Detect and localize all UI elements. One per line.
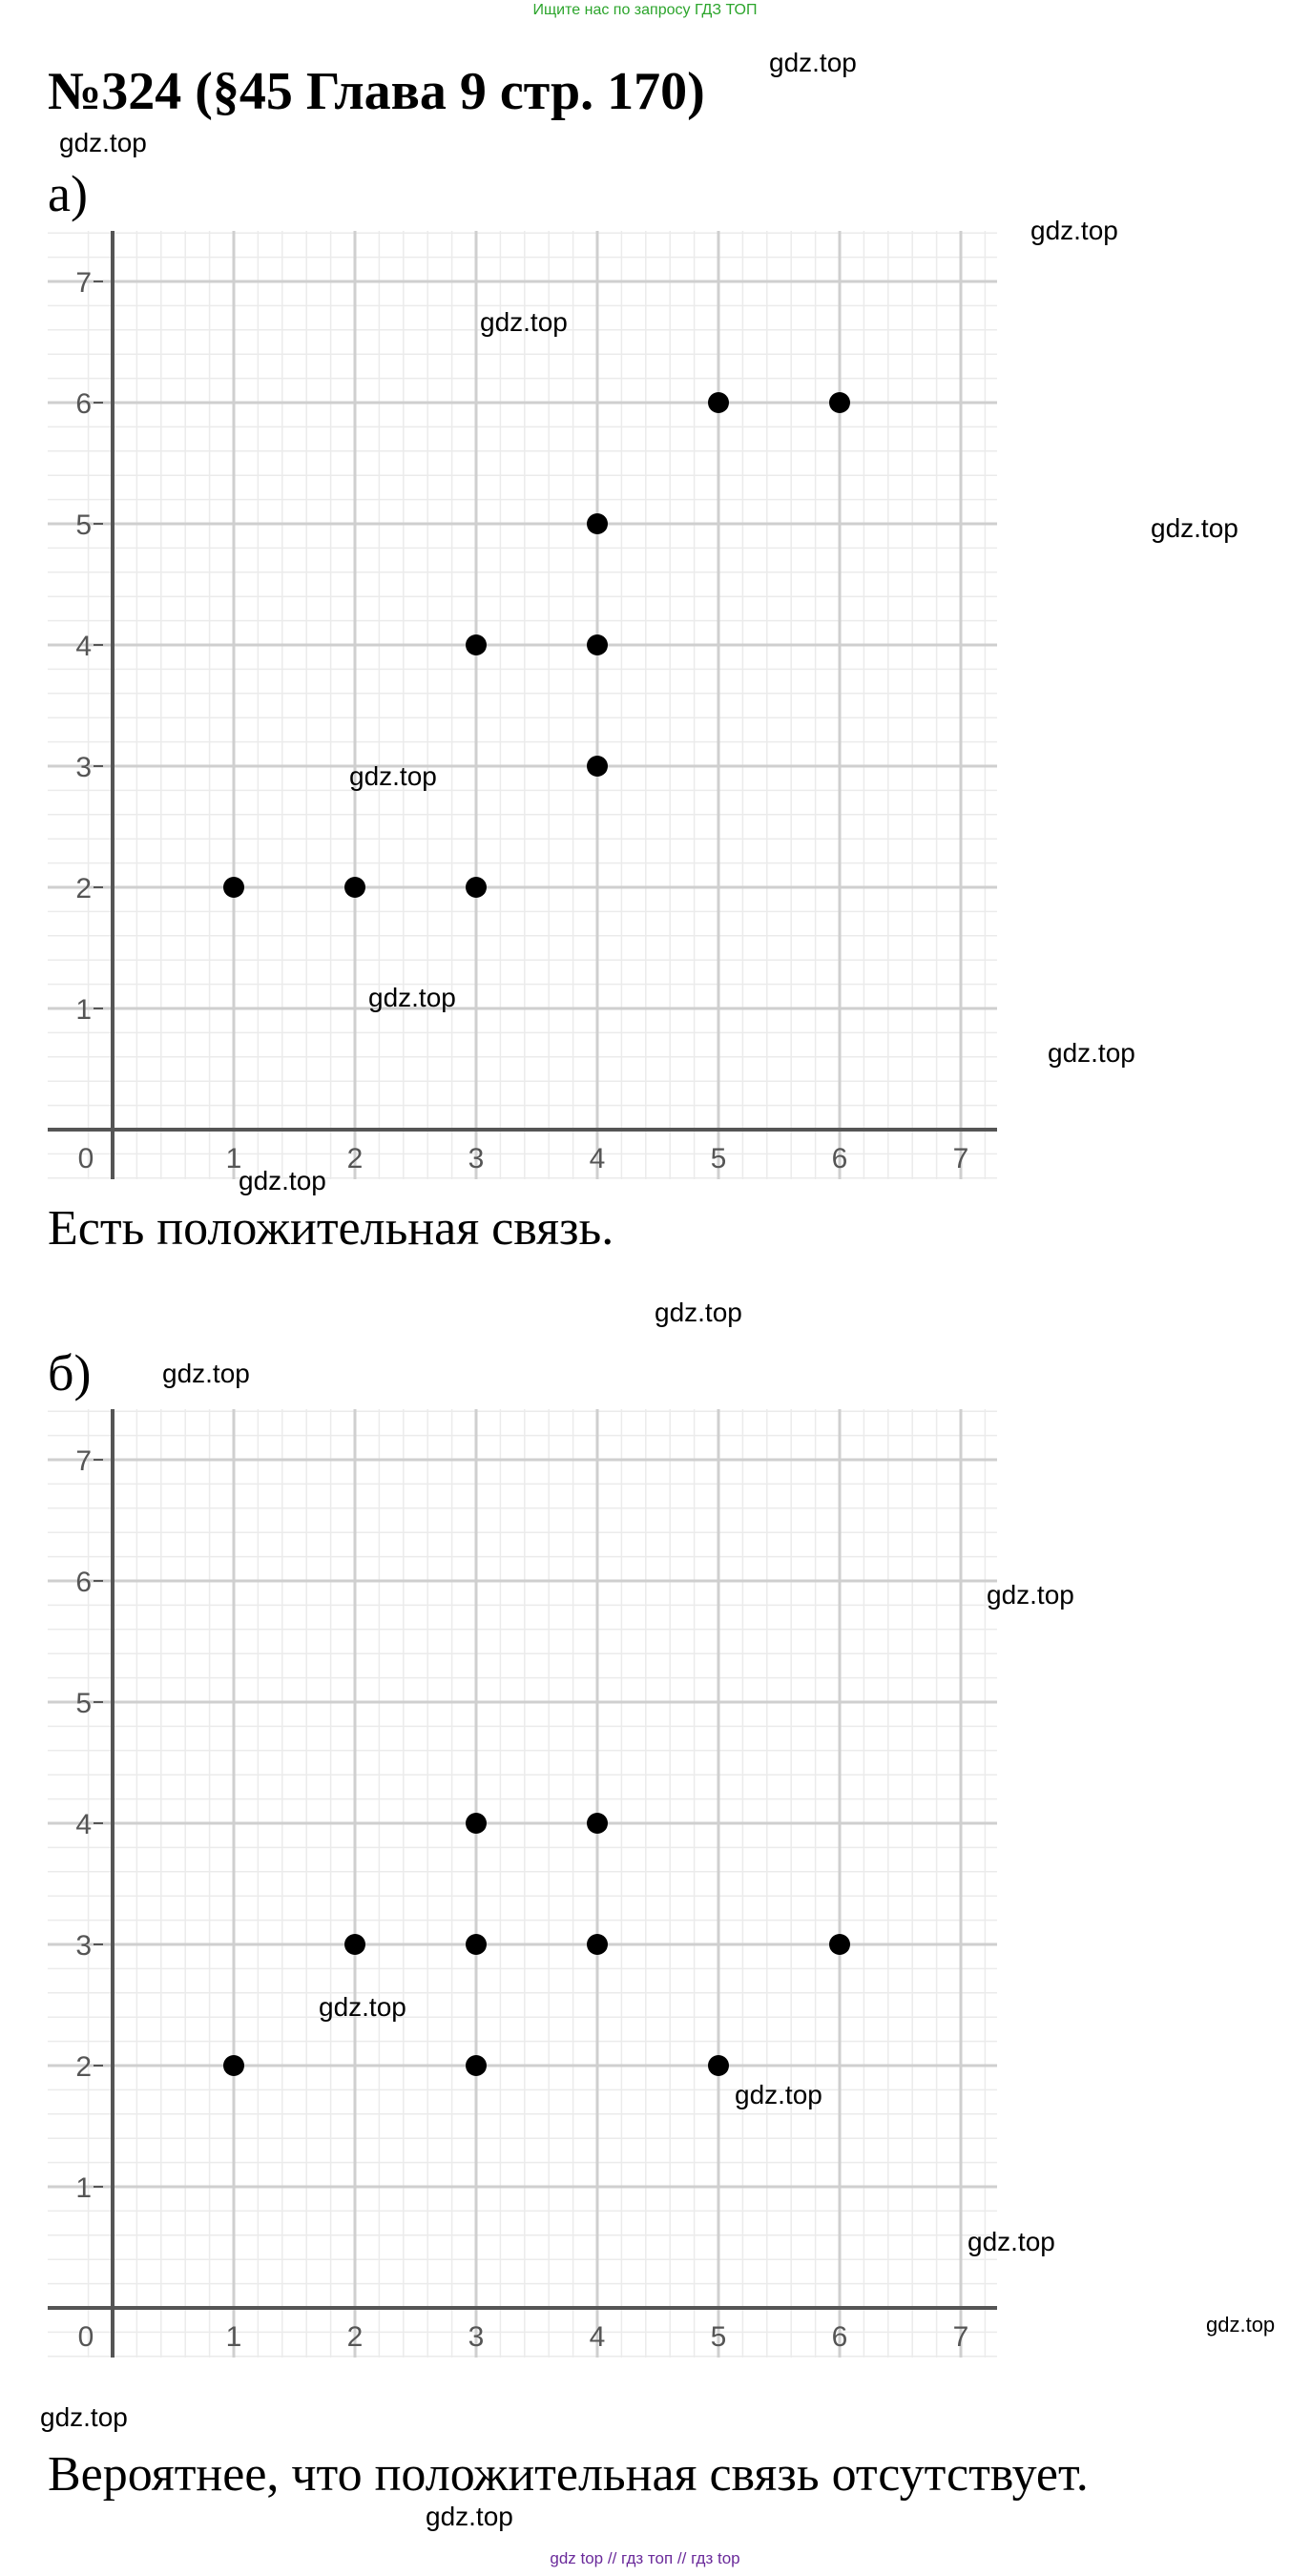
answer-a: Есть положительная связь. bbox=[48, 1201, 614, 1256]
part-b-label: б) bbox=[48, 1344, 92, 1402]
data-point bbox=[587, 1813, 608, 1834]
y-tick-label: 5 bbox=[75, 1688, 92, 1719]
watermark: gdz.top bbox=[480, 307, 568, 337]
x-tick-label: 2 bbox=[346, 1143, 364, 1174]
footer-separator: // bbox=[676, 2549, 687, 2567]
watermark: gdz.top bbox=[987, 1580, 1074, 1610]
watermark: gdz.top bbox=[968, 2227, 1055, 2256]
data-point bbox=[466, 1813, 487, 1834]
watermark: gdz.top bbox=[239, 1166, 326, 1195]
data-point bbox=[587, 1934, 608, 1955]
x-tick-label: 7 bbox=[952, 2321, 969, 2353]
part-a-label: а) bbox=[48, 165, 88, 222]
data-point bbox=[829, 1934, 850, 1955]
footer-link-gdz-top-mixed[interactable]: гдз top bbox=[691, 2549, 740, 2567]
x-tick-label: 4 bbox=[589, 1143, 606, 1174]
data-point bbox=[344, 877, 365, 898]
x-tick-label: 3 bbox=[468, 2321, 485, 2353]
search-banner[interactable]: Ищите нас по запросу ГДЗ ТОП bbox=[532, 2, 758, 18]
watermark: gdz.top bbox=[349, 761, 437, 791]
page-title: №324 (§45 Глава 9 стр. 170) bbox=[48, 62, 705, 121]
watermark: gdz.top bbox=[426, 2502, 513, 2531]
data-point bbox=[223, 2055, 244, 2076]
x-tick-label: 1 bbox=[225, 2321, 242, 2353]
watermark: gdz.top bbox=[769, 48, 857, 77]
y-tick-label: 3 bbox=[75, 1930, 92, 1962]
watermark: gdz.top bbox=[735, 2080, 822, 2109]
x-tick-label: 2 bbox=[346, 2321, 364, 2353]
y-tick-label: 6 bbox=[75, 1567, 92, 1598]
watermark: gdz.top bbox=[40, 2402, 128, 2432]
data-point bbox=[587, 513, 608, 534]
data-point bbox=[466, 1934, 487, 1955]
x-tick-label: 6 bbox=[831, 2321, 848, 2353]
y-tick-label: 2 bbox=[75, 2051, 92, 2083]
watermark: gdz.top bbox=[162, 1359, 250, 1388]
y-tick-label: 4 bbox=[75, 1809, 92, 1840]
y-tick-label: 7 bbox=[75, 267, 92, 299]
y-tick-label: 4 bbox=[75, 631, 92, 662]
minor-grid bbox=[48, 1409, 997, 2358]
major-grid bbox=[48, 1409, 997, 2358]
watermark: gdz.top bbox=[59, 128, 147, 157]
x-tick-label: 0 bbox=[77, 2321, 94, 2353]
footer-link-gdz-top[interactable]: gdz top bbox=[550, 2549, 604, 2567]
footer-link-gdz-top-ru[interactable]: гдз топ bbox=[621, 2549, 674, 2567]
y-tick-label: 5 bbox=[75, 509, 92, 541]
x-tick-label: 6 bbox=[831, 1143, 848, 1174]
watermark: gdz.top bbox=[1151, 513, 1238, 543]
x-tick-label: 3 bbox=[468, 1143, 485, 1174]
x-tick-label: 4 bbox=[589, 2321, 606, 2353]
watermark: gdz.top bbox=[655, 1298, 742, 1327]
data-point bbox=[587, 634, 608, 655]
y-tick-label: 1 bbox=[75, 2172, 92, 2204]
data-point bbox=[708, 392, 729, 413]
x-tick-label: 5 bbox=[710, 2321, 727, 2353]
y-tick-label: 3 bbox=[75, 752, 92, 783]
major-grid bbox=[48, 231, 997, 1179]
watermark: gdz.top bbox=[319, 1992, 406, 2022]
data-point bbox=[708, 2055, 729, 2076]
answer-b: Вероятнее, что положительная связь отсутствует. bbox=[48, 2447, 1089, 2502]
y-tick-label: 1 bbox=[75, 994, 92, 1026]
data-point bbox=[587, 756, 608, 777]
watermark: gdz.top bbox=[1048, 1038, 1135, 1068]
footer-links bbox=[0, 2549, 1290, 2568]
data-point bbox=[466, 634, 487, 655]
data-point bbox=[466, 2055, 487, 2076]
x-tick-label: 7 bbox=[952, 1143, 969, 1174]
y-tick-label: 2 bbox=[75, 873, 92, 904]
data-point bbox=[829, 392, 850, 413]
x-tick-label: 0 bbox=[77, 1143, 94, 1174]
minor-grid bbox=[48, 231, 997, 1179]
watermark: gdz.top bbox=[1030, 216, 1118, 245]
y-tick-label: 6 bbox=[75, 388, 92, 420]
data-point bbox=[466, 877, 487, 898]
data-point bbox=[223, 877, 244, 898]
y-tick-label: 7 bbox=[75, 1445, 92, 1477]
x-tick-label: 1 bbox=[225, 1143, 242, 1174]
footer-separator: // bbox=[607, 2549, 617, 2567]
watermark: gdz.top bbox=[368, 983, 456, 1012]
data-point bbox=[344, 1934, 365, 1955]
scatter-chart-b bbox=[0, 1398, 1290, 2380]
x-tick-label: 5 bbox=[710, 1143, 727, 1174]
watermark: gdz.top bbox=[1206, 2313, 1276, 2337]
